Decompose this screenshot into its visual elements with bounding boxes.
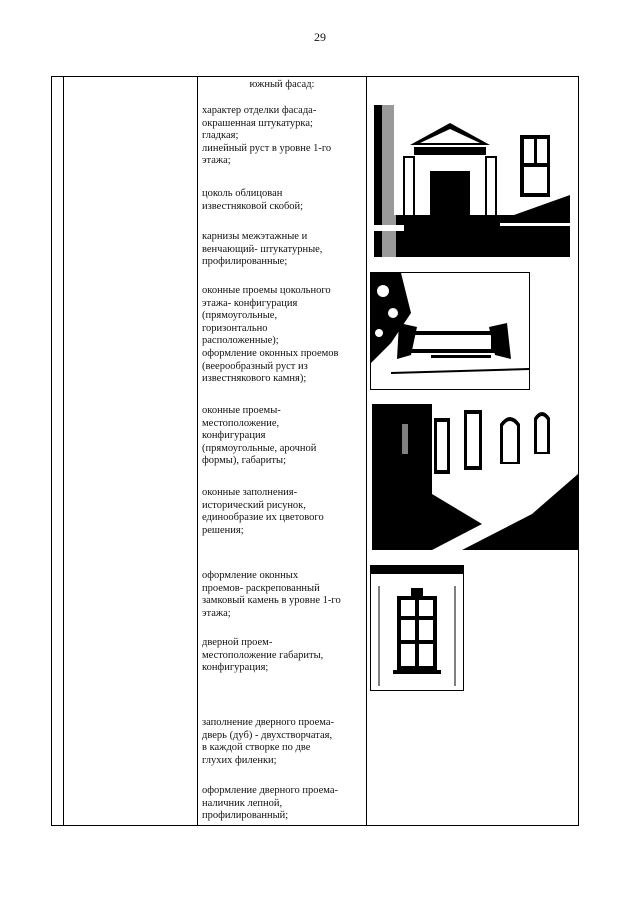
list-item bbox=[202, 231, 362, 269]
list-item bbox=[202, 785, 362, 823]
list-item bbox=[202, 717, 362, 767]
list-item bbox=[202, 105, 362, 168]
basement-window-photo bbox=[370, 272, 530, 390]
list-item bbox=[202, 570, 362, 620]
column-divider bbox=[197, 77, 198, 825]
list-item bbox=[202, 188, 362, 213]
arched-windows-photo bbox=[372, 404, 578, 550]
item-text: дверной проем- местоположение габариты, конфигурация; bbox=[202, 637, 324, 674]
item-text: оконные заполнения- исторический рисунок, единообразие их цветового решения; bbox=[202, 487, 324, 536]
item-text: карнизы межэтажные и венчающий- штукатурные, профилированные; bbox=[202, 231, 323, 268]
item-text: заполнение дверного проема- дверь (дуб) - двухстворчатая, в каждой створке по две глухих филенки; bbox=[202, 717, 335, 766]
item-text: оконные проемы цокольного этажа- конфигурация (прямоугольные, горизонтально расположенные); оформление оконных проемов (веерообразный руст из известнякового камня); bbox=[202, 285, 339, 385]
item-text: цоколь облицован известняковой скобой; bbox=[202, 188, 304, 212]
list-item bbox=[202, 487, 362, 537]
facade-table bbox=[51, 76, 579, 826]
list-item bbox=[202, 637, 362, 675]
list-item bbox=[202, 405, 362, 468]
page-number: 29 bbox=[314, 30, 326, 44]
column-divider bbox=[366, 77, 367, 825]
item-text: оформление оконных проемов- раскрепованный замковый камень в уровне 1-го этажа; bbox=[202, 570, 341, 619]
facade-entrance-photo bbox=[374, 105, 570, 257]
item-text: оформление дверного проема- наличник лепной, профилированный; bbox=[202, 785, 339, 822]
column-divider bbox=[63, 77, 64, 825]
item-text: характер отделки фасада- окрашенная штукатурка; гладкая; линейный руст в уровне 1-го этажа; bbox=[202, 105, 332, 167]
section-title: южный фасад: bbox=[249, 79, 315, 90]
window-keystone-photo bbox=[370, 565, 464, 691]
item-text: оконные проемы- местоположение, конфигурация (прямоугольные, арочной формы), габариты; bbox=[202, 405, 317, 467]
list-item bbox=[202, 285, 362, 386]
